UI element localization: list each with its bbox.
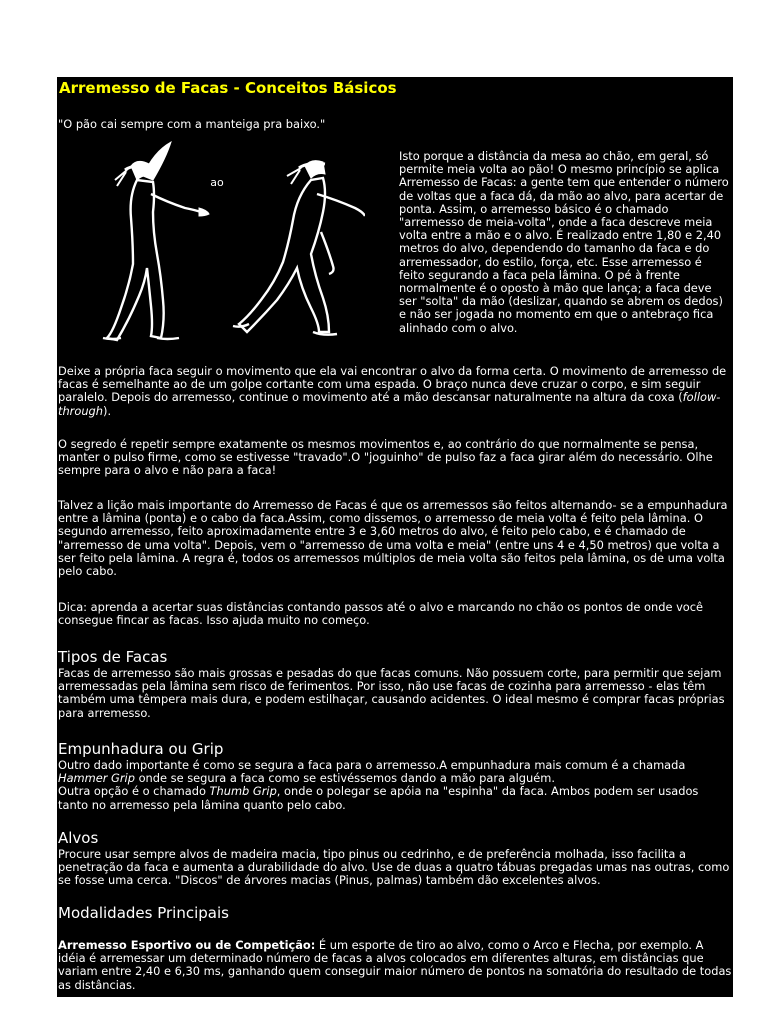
modalidade-term: Arremesso Esportivo ou de Competição: [58, 938, 316, 952]
thumb-grip-term: Thumb Grip [209, 784, 277, 799]
paragraph-tip: Dica: aprenda a acertar suas distâncias contando passos até o alvo e marcando no chão os pontos de onde você consegue fincar as facas. Isso ajuda muito no começo. [58, 600, 704, 628]
paragraph-alvos: Procure usar sempre alvos de madeira macia, tipo pinus ou cedrinho, e de preferência molhada, isso facilita a penetração da faca e aumenta a durabilidade do alvo. Use de duas a quatro tábuas pregadas umas nas outras, como se fosse uma cerca. "Discos" de árvores macias (Pinus, palmas) também dão excelentes alvos. [58, 847, 730, 888]
hammer-grip-term: Hammer Grip [58, 771, 135, 786]
heading-alvos: Alvos [58, 829, 99, 847]
thrower-figure-1 [103, 142, 209, 340]
heading-modalidades: Modalidades Principais [58, 904, 229, 922]
thrower-figure-2 [233, 161, 365, 335]
paragraph-grip-alternation: Talvez a lição mais importante do Arremesso de Facas é que os arremessos são feitos alternando- se a empunhadura entre a lâmina (ponta) e o cabo da faca.Assim, como dissemos, o arremesso de meia volta é feito pela lâmina. O segundo arremesso, feito aproximadamente entre 3 e 3,60 metros do alvo, é feito pelo cabo, e é chamado de "arremesso de uma volta". Depois, vem o "arremesso de uma volta e meia" (entre uns 4 e 4,50 metros) que volta a ser feito pela lâmina. A regra é, todos os arremessos múltiplos de meia volta são feitos pela lâmina, os de uma volta pelo cabo. [58, 498, 728, 579]
paragraph-empunhadura: Outro dado importante é como se segura a faca para o arremesso.A empunhadura mais comum é a chamada Hammer Grip onde se segura a faca como se estivéssemos dando a mão para alguém. Outra opção é o chamado Thumb Grip, onde o polegar se apóia na "espinha" da faca. Ambos podem ser usados tanto no arremesso pela lâmina quanto pelo cabo. [58, 758, 699, 812]
quote: "O pão cai sempre com a manteiga pra baixo." [58, 117, 326, 131]
content-panel [57, 77, 733, 997]
thrower-figures-image [71, 136, 365, 342]
paragraph-follow-through: Deixe a própria faca seguir o movimento que ela vai encontrar o alvo da forma certa. O movimento de arremesso de facas é semelhante ao de um golpe cortante com uma espada. O braço nunca deve cruzar o corpo, e sim seguir paralelo. Depois do arremesso, continue o movimento até a mão descansar naturalmente na altura da coxa (follow-through). [58, 364, 727, 418]
paragraph-modalidades: Arremesso Esportivo ou de Competição: É um esporte de tiro ao alvo, como o Arco e Flecha, por exemplo. A idéia é arremessar um determinado número de facas a alvos colocados em diferentes alturas, em distâncias que variam entre 2,40 e 6,30 ms, ganhando quem conseguir maior número de pontos na somatória do resultado de todas as distâncias. [58, 938, 732, 992]
page-title: Arremesso de Facas - Conceitos Básicos [59, 79, 397, 97]
intro-paragraph: Isto porque a distância da mesa ao chão, em geral, só permite meia volta ao pão! O mesmo princípio se aplica Arremesso de Facas: a gente tem que entender o número de voltas que a faca dá, da mão ao alvo, para acertar de ponta. Assim, o arremesso básico é o chamado "arremesso de meia-volta", onde a faca descreve meia volta entre a mão e o alvo. É realizado entre 1,80 e 2,40 metros do alvo, dependendo do tamanho da faca e do arremessador, do estilo, força, etc. Esse arremesso é feito segurando a faca pela lâmina. O pé à frente normalmente é o oposto à mão que lança; a faca deve ser "solta" da mão (deslizar, quando se abrem os dedos) e não ser jogada no momento em que o antebraço fica alinhado com o alvo. [399, 149, 729, 335]
figure-caption: ao [210, 176, 224, 189]
follow-through-term: follow-through [58, 390, 721, 418]
paragraph-wrist: O segredo é repetir sempre exatamente os mesmos movimentos e, ao contrário do que normalmente se pensa, manter o pulso firme, como se estivesse "travado".O "joguinho" de pulso faz a faca girar além do necessário. Olhe sempre para o alvo e não para a faca! [58, 437, 713, 478]
paragraph-tipos-de-facas: Facas de arremesso são mais grossas e pesadas do que facas comuns. Não possuem corte, para permitir que sejam arremessadas pela lâmina sem risco de ferimentos. Por isso, não use facas de cozinha para arremesso - elas têm também uma têmpera mais dura, e podem estilhaçar, causando acidentes. O ideal mesmo é comprar facas próprias para arremesso. [58, 666, 725, 720]
heading-tipos-de-facas: Tipos de Facas [58, 648, 168, 666]
heading-empunhadura: Empunhadura ou Grip [58, 740, 224, 758]
